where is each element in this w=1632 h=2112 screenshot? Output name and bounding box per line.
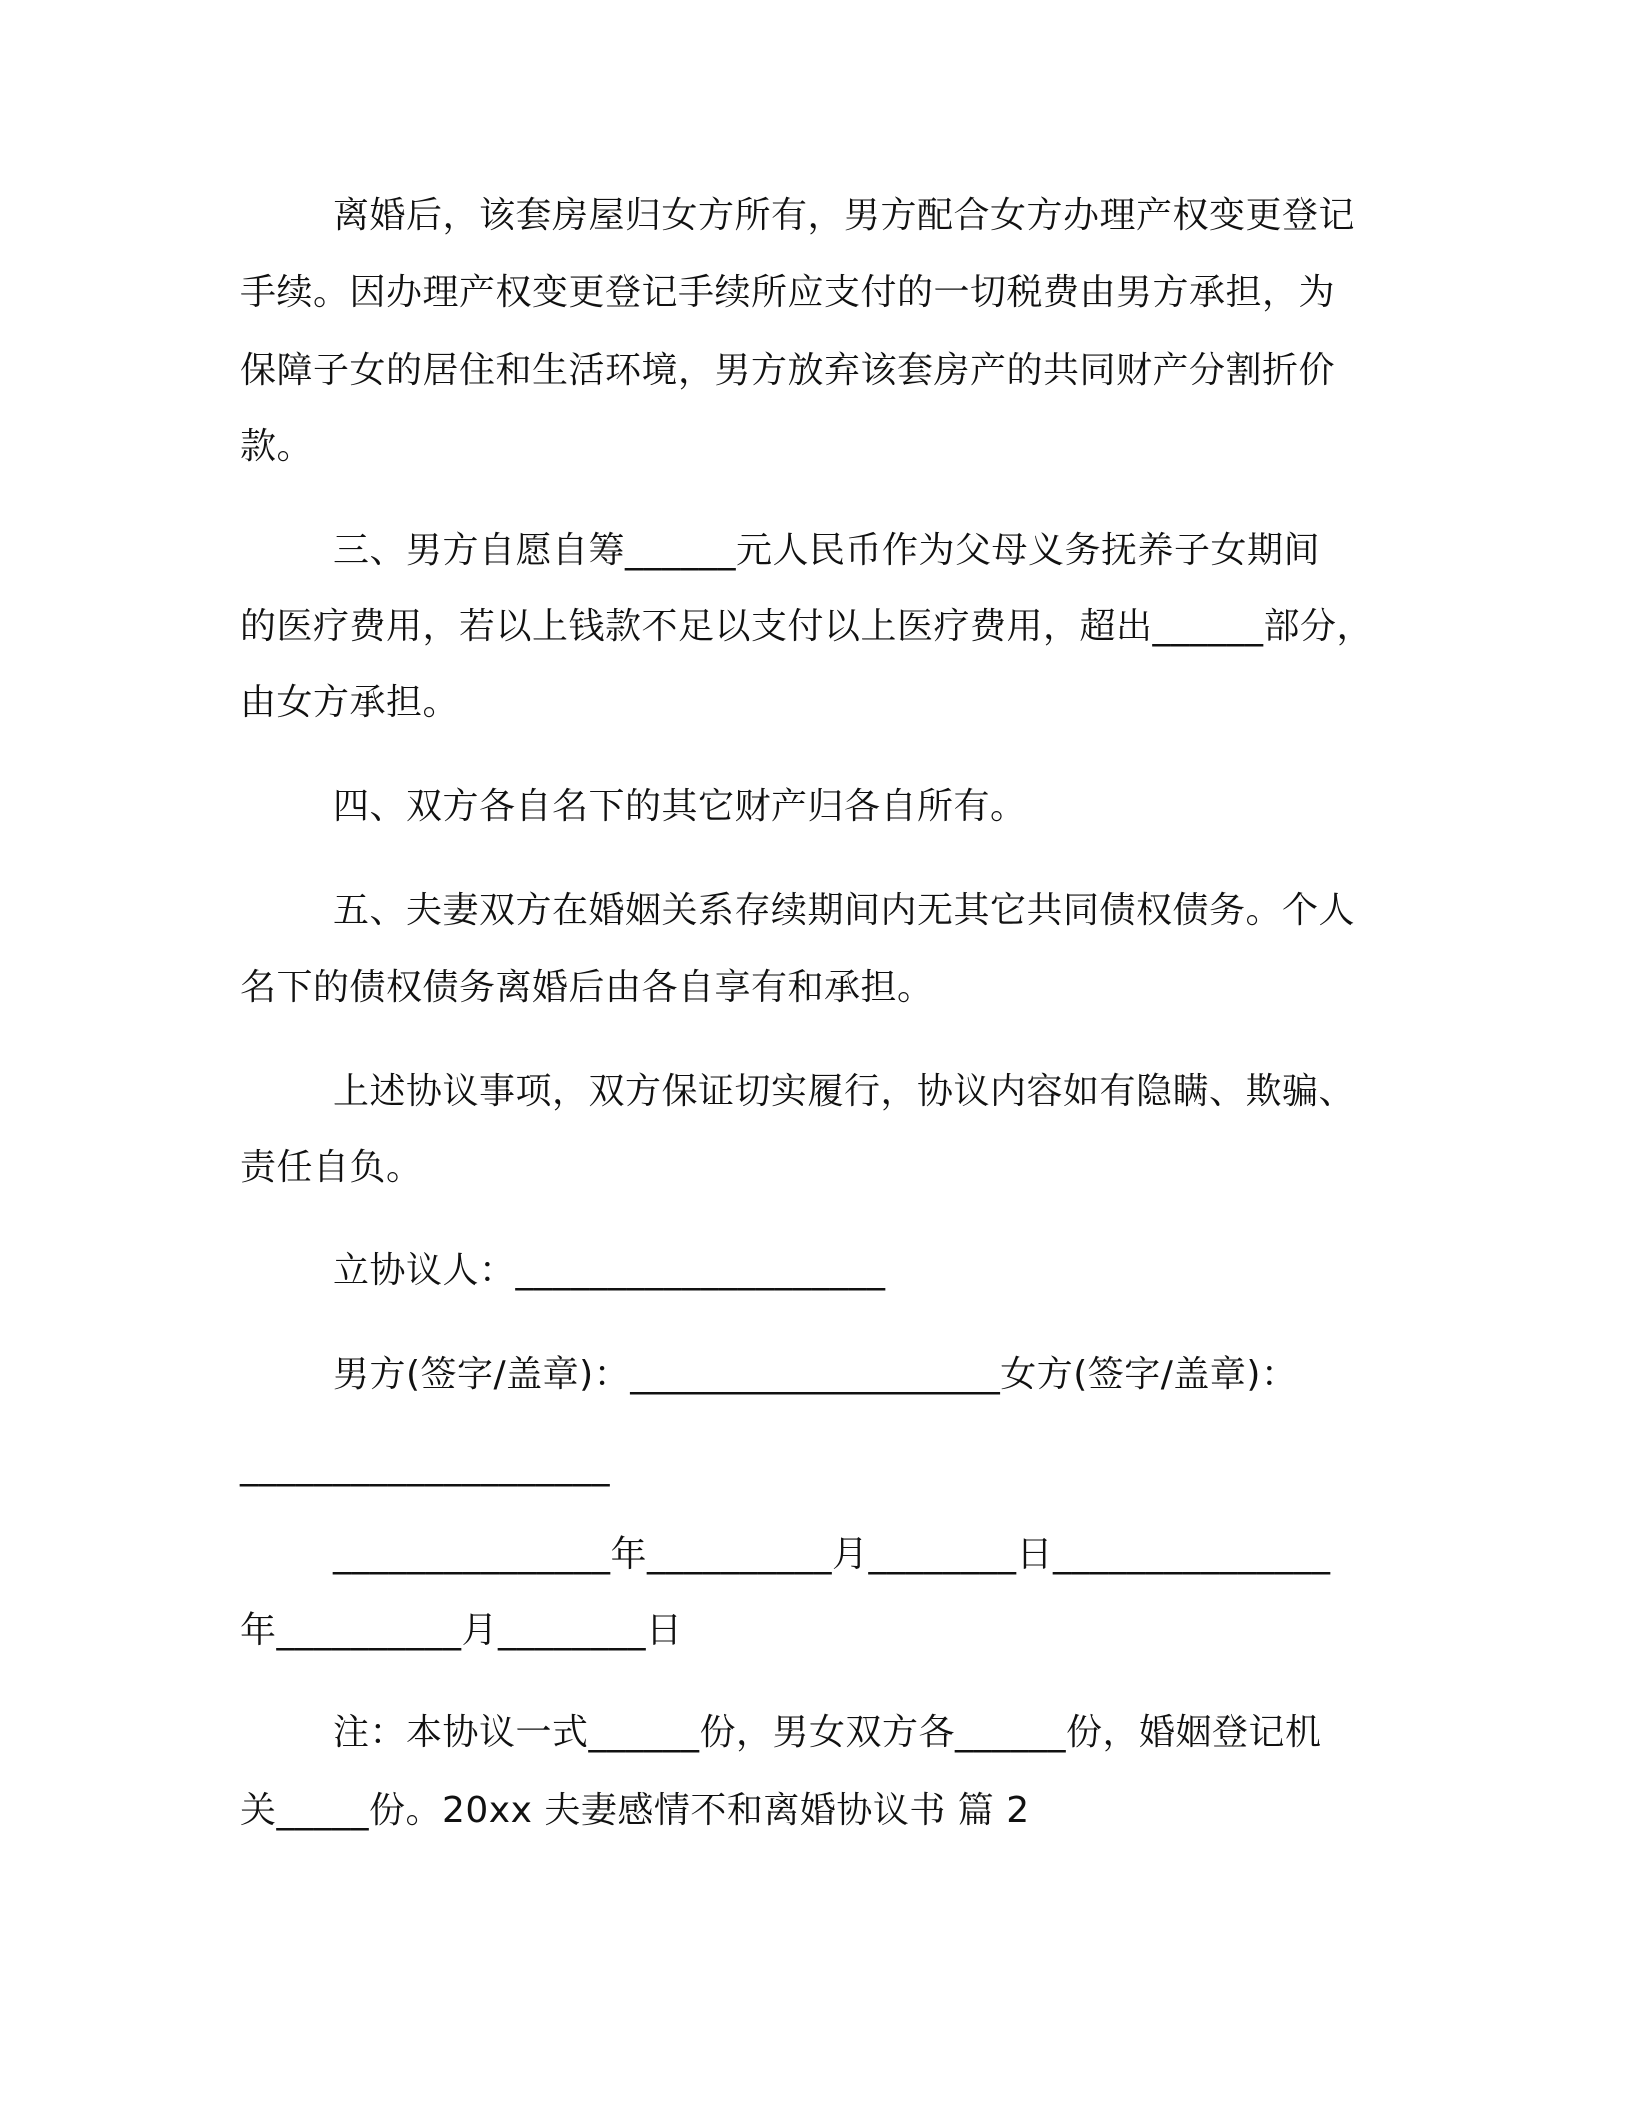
date-line: _______________年__________月________日_______________ [333, 1534, 1331, 1575]
text-line: 保障子女的居住和生活环境，男方放弃该套房产的共同财产分割折价 [240, 350, 1336, 391]
text-line: 的医疗费用，若以上钱款不足以支付以上医疗费用，超出______部分， [240, 606, 1374, 647]
text-line: 手续。因办理产权变更登记手续所应支付的一切税费由男方承担，为 [240, 272, 1336, 313]
signatory-line: 立协议人：____________________ [333, 1250, 886, 1291]
signature-line: ____________________ [240, 1446, 610, 1487]
date-line: 年__________月________日 [240, 1610, 683, 1651]
text-line: 款。 [240, 426, 314, 467]
note-line: 关_____份。20xx 夫妻感情不和离婚协议书 篇 2 [240, 1790, 1030, 1831]
text-line: 由女方承担。 [240, 682, 460, 723]
text-line: 五、夫妻双方在婚姻关系存续期间内无其它共同债权债务。个人 [333, 890, 1356, 931]
text-line: 上述协议事项，双方保证切实履行，协议内容如有隐瞒、欺骗、 [333, 1071, 1356, 1112]
text-line: 三、男方自愿自筹______元人民币作为父母义务抚养子女期间 [333, 530, 1321, 571]
text-line: 四、双方各自名下的其它财产归各自所有。 [333, 786, 1027, 827]
text-line: 名下的债权债务离婚后由各自享有和承担。 [240, 967, 934, 1008]
signature-line: 男方(签字/盖章)：____________________女方(签字/盖章)： [333, 1354, 1298, 1395]
note-line: 注：本协议一式______份，男女双方各______份，婚姻登记机 [333, 1712, 1322, 1753]
text-line: 离婚后，该套房屋归女方所有，男方配合女方办理产权变更登记 [333, 195, 1356, 236]
text-line: 责任自负。 [240, 1147, 423, 1188]
